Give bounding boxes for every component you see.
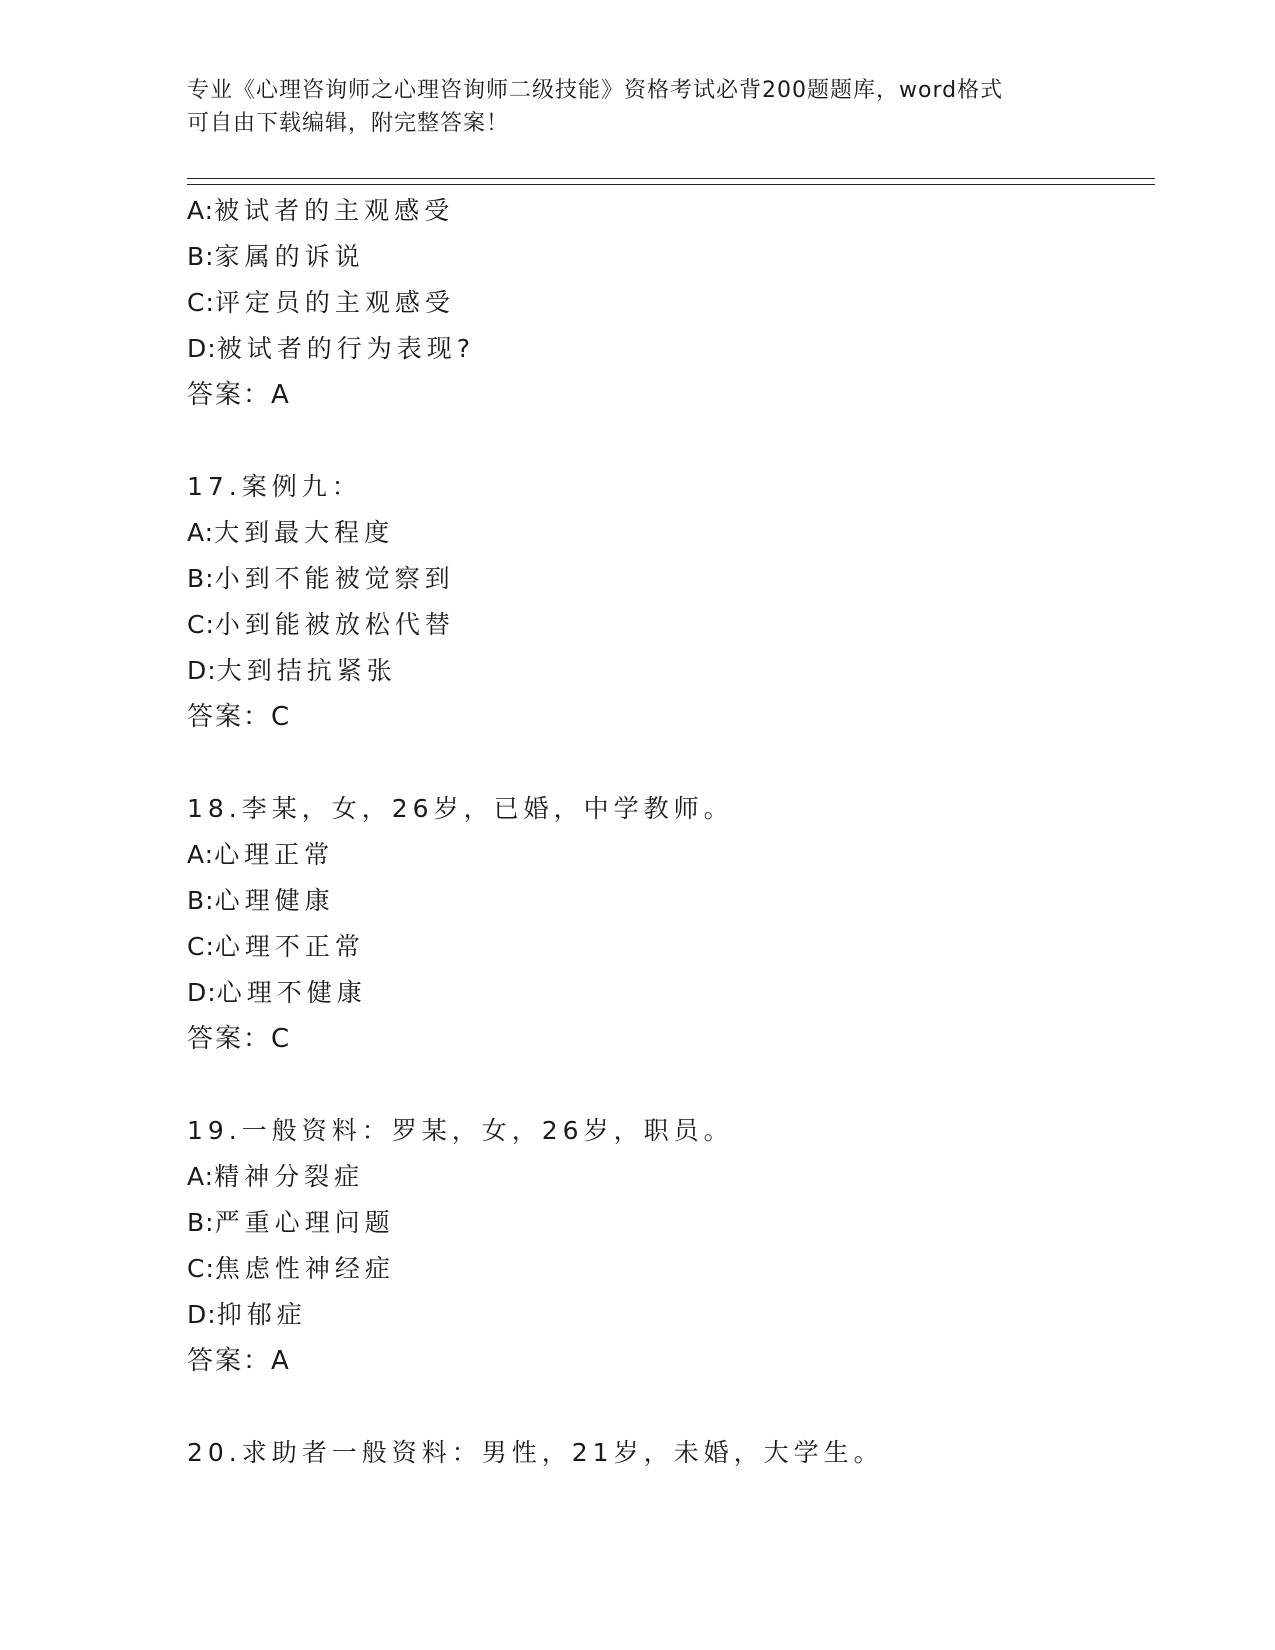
option-text: 心理正常 bbox=[214, 840, 335, 869]
option-text: 精神分裂症 bbox=[214, 1162, 365, 1191]
option-d bbox=[187, 326, 1155, 372]
spacer bbox=[187, 418, 1155, 464]
option-text: 大到最大程度 bbox=[214, 518, 395, 547]
option-letter: B: bbox=[187, 1208, 215, 1237]
option-d bbox=[187, 1292, 1155, 1338]
option-text: 心理健康 bbox=[214, 886, 335, 915]
option-d bbox=[187, 648, 1155, 694]
option-text: 被试者的行为表现? bbox=[216, 334, 475, 363]
option-c bbox=[187, 602, 1155, 648]
option-text: 心理不健康 bbox=[216, 978, 367, 1007]
option-letter: D: bbox=[187, 1300, 217, 1329]
option-letter: A: bbox=[187, 840, 215, 869]
option-letter: D: bbox=[187, 656, 217, 685]
option-a bbox=[187, 188, 1155, 234]
option-letter: D: bbox=[187, 334, 217, 363]
question-stem: 18.李某，女，26岁，已婚，中学教师。 bbox=[187, 794, 734, 823]
question-stem: 17.案例九： bbox=[187, 472, 362, 501]
option-text: 评定员的主观感受 bbox=[214, 288, 455, 317]
question-block bbox=[187, 786, 1155, 1062]
option-text: 心理不正常 bbox=[214, 932, 365, 961]
option-letter: B: bbox=[187, 242, 215, 271]
option-a bbox=[187, 1154, 1155, 1200]
option-b bbox=[187, 1200, 1155, 1246]
option-b bbox=[187, 556, 1155, 602]
option-letter: B: bbox=[187, 886, 215, 915]
option-letter: D: bbox=[187, 978, 217, 1007]
option-c bbox=[187, 1246, 1155, 1292]
spacer bbox=[187, 1384, 1155, 1430]
option-c bbox=[187, 280, 1155, 326]
answer-line: 答案：C bbox=[187, 702, 292, 732]
header-divider-thick bbox=[187, 178, 1155, 179]
question-stem: 19.一般资料：罗某，女，26岁，职员。 bbox=[187, 1116, 734, 1145]
header-title-line-2: 可自由下载编辑，附完整答案！ bbox=[187, 111, 510, 136]
question-block bbox=[187, 464, 1155, 740]
option-c bbox=[187, 924, 1155, 970]
option-letter: A: bbox=[187, 196, 215, 225]
spacer bbox=[187, 1062, 1155, 1108]
question-list bbox=[187, 188, 1155, 1476]
header-title-line-1: 专业《心理咨询师之心理咨询师二级技能》资格考试必背200题题库，word格式 bbox=[187, 78, 1004, 103]
option-letter: C: bbox=[187, 932, 215, 961]
option-a bbox=[187, 510, 1155, 556]
question-block bbox=[187, 1430, 1155, 1476]
option-b bbox=[187, 878, 1155, 924]
document-header bbox=[187, 74, 1087, 140]
option-text: 严重心理问题 bbox=[214, 1208, 395, 1237]
question-block bbox=[187, 1108, 1155, 1384]
option-text: 焦虑性神经症 bbox=[214, 1254, 395, 1283]
option-text: 家属的诉说 bbox=[214, 242, 365, 271]
option-text: 小到不能被觉察到 bbox=[214, 564, 455, 593]
option-d bbox=[187, 970, 1155, 1016]
option-letter: B: bbox=[187, 564, 215, 593]
question-stem: 20.求助者一般资料：男性，21岁，未婚，大学生。 bbox=[187, 1438, 884, 1467]
spacer bbox=[187, 740, 1155, 786]
option-letter: C: bbox=[187, 1254, 215, 1283]
option-b bbox=[187, 234, 1155, 280]
question-block bbox=[187, 188, 1155, 418]
option-letter: C: bbox=[187, 288, 215, 317]
option-text: 被试者的主观感受 bbox=[214, 196, 455, 225]
option-text: 小到能被放松代替 bbox=[214, 610, 455, 639]
answer-line: 答案：A bbox=[187, 380, 291, 410]
header-divider-thin bbox=[187, 184, 1155, 185]
option-a bbox=[187, 832, 1155, 878]
option-text: 抑郁症 bbox=[216, 1300, 307, 1329]
answer-line: 答案：C bbox=[187, 1024, 292, 1054]
option-letter: C: bbox=[187, 610, 215, 639]
option-letter: A: bbox=[187, 518, 215, 547]
option-text: 大到拮抗紧张 bbox=[216, 656, 397, 685]
answer-line: 答案：A bbox=[187, 1346, 291, 1376]
option-letter: A: bbox=[187, 1162, 215, 1191]
